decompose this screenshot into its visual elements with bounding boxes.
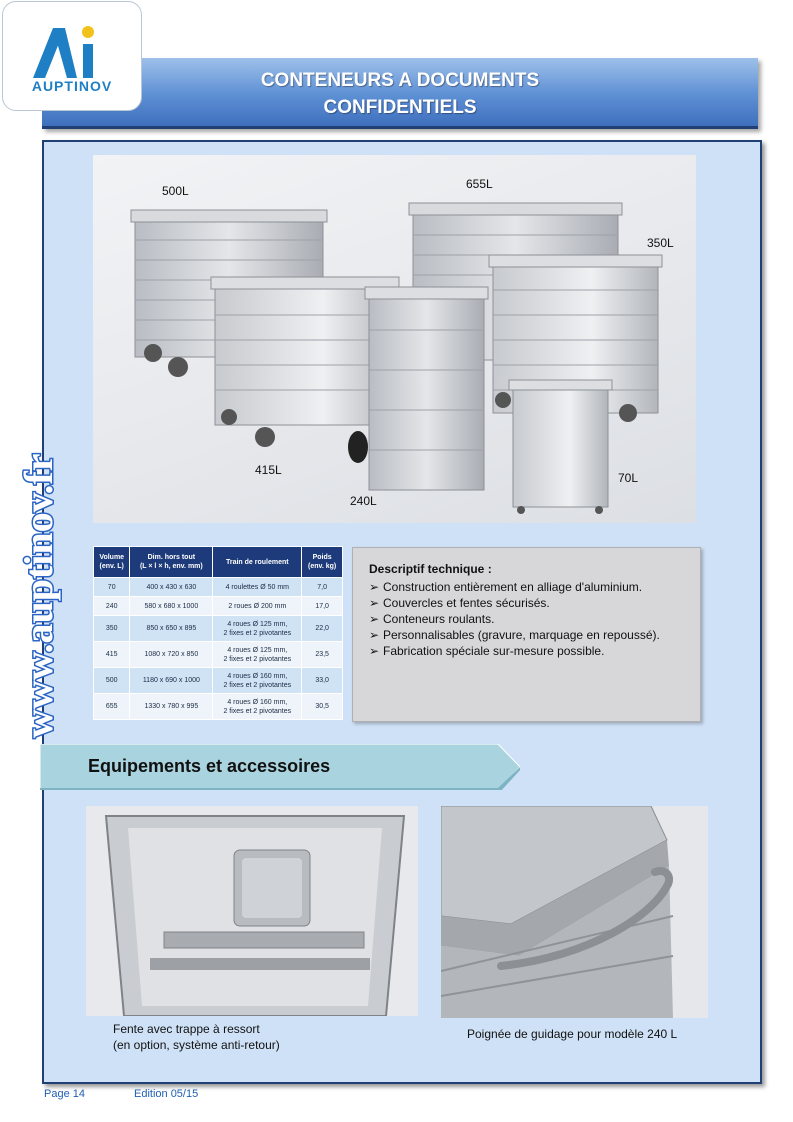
list-item: ➢ Conteneurs roulants. (369, 612, 495, 626)
label-415l: 415L (255, 463, 282, 477)
header-volume: Volume (env. L) (94, 547, 130, 578)
table-row: 70 400 x 430 x 630 4 roulettes Ø 50 mm 7,0 (94, 578, 343, 597)
footer-edition: Edition 05/15 (134, 1088, 199, 1100)
table-row: 415 1080 x 720 x 850 4 roues Ø 125 mm, 2 fixes et 2 pivotantes 23,5 (94, 642, 343, 668)
section-title: Equipements et accessoires (88, 756, 331, 776)
slot-trapdoor-photo (86, 806, 418, 1016)
spec-table-header (94, 547, 343, 578)
header-train: Train de roulement (213, 547, 302, 578)
list-item: ➢ Fabrication spéciale sur-mesure possible. (369, 644, 605, 658)
label-70l: 70L (618, 471, 639, 485)
slot-trapdoor-illustration (86, 806, 418, 1016)
fente-caption: Fente avec trappe à ressort (en option, système anti-retour) (113, 1022, 280, 1052)
arrow-bullet-icon: ➢ (369, 612, 380, 626)
label-350l: 350L (647, 236, 674, 250)
page-title-line-2: CONFIDENTIELS (323, 97, 477, 118)
auptinov-logo-icon (29, 22, 109, 80)
containers-photo (93, 155, 696, 523)
arrow-bullet-icon: ➢ (369, 644, 380, 658)
table-row: 655 1330 x 780 x 995 4 roues Ø 160 mm, 2 fixes et 2 pivotantes 30,5 (94, 694, 343, 720)
list-item: ➢ Personnalisables (gravure, marquage en repoussé). (369, 628, 660, 642)
poignee-caption: Poignée de guidage pour modèle 240 L (467, 1027, 678, 1041)
label-655l: 655L (466, 177, 493, 191)
arrow-bullet-icon: ➢ (369, 628, 380, 642)
description-title: Descriptif technique : (369, 562, 492, 576)
containers-illustration (93, 155, 696, 523)
technical-description-box (352, 547, 701, 722)
footer-page-number: Page 14 (44, 1088, 85, 1100)
label-240l: 240L (350, 494, 377, 508)
list-item: ➢ Construction entièrement en alliage d'aluminium. (369, 580, 643, 594)
list-item: ➢ Couvercles et fentes sécurisés. (369, 596, 550, 610)
guide-handle-illustration (441, 806, 708, 1018)
page-title-line-1: CONTENEURS A DOCUMENTS (260, 70, 540, 91)
bin-70l (509, 380, 612, 514)
guide-handle-photo (441, 806, 708, 1018)
spec-table (93, 546, 343, 720)
title-banner (42, 58, 758, 129)
arrow-bullet-icon: ➢ (369, 596, 380, 610)
logo-text: AUPTINOV (31, 78, 113, 94)
side-url-text: www.auptinov.fr (16, 453, 61, 738)
arrow-bullet-icon: ➢ (369, 580, 380, 594)
table-row: 500 1180 x 690 x 1000 4 roues Ø 160 mm, 2 fixes et 2 pivotantes 33,0 (94, 668, 343, 694)
label-500l: 500L (162, 184, 189, 198)
table-row: 350 850 x 650 x 895 4 roues Ø 125 mm, 2 fixes et 2 pivotantes 22,0 (94, 616, 343, 642)
header-dimensions: Dim. hors tout (L × l × h, env. mm) (130, 547, 213, 578)
side-website-url (8, 392, 68, 742)
table-row: 240 580 x 680 x 1000 2 roues Ø 200 mm 17,0 (94, 597, 343, 616)
description-list (369, 579, 660, 659)
logo (2, 1, 142, 111)
header-poids: Poids (env. kg) (302, 547, 343, 578)
bin-240l (348, 287, 488, 490)
